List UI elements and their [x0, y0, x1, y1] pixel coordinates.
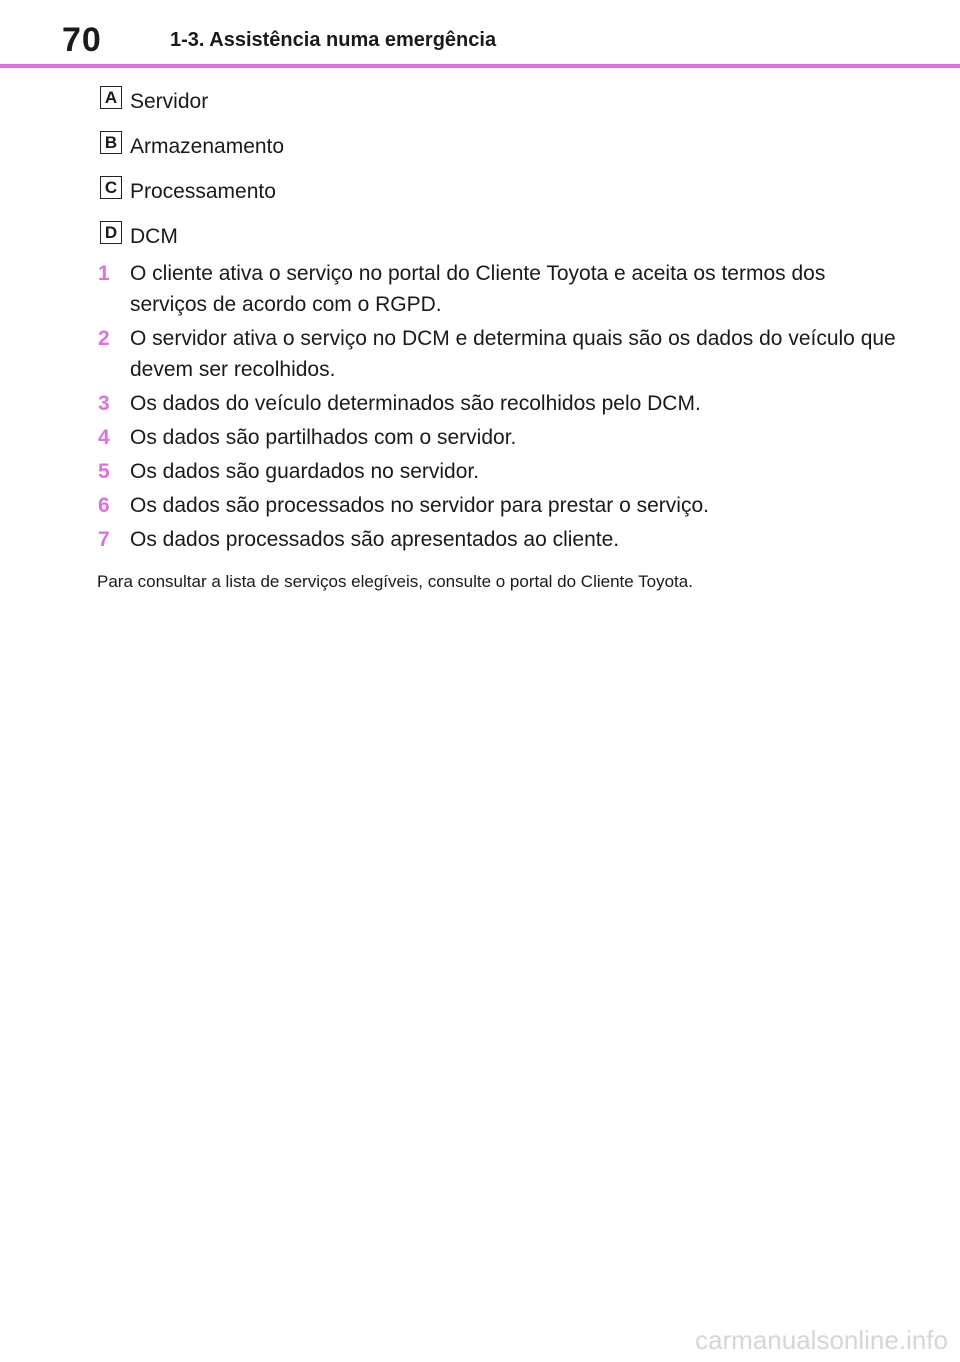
legend-label: Armazenamento: [130, 135, 285, 158]
legend-label: Processamento: [130, 180, 276, 203]
step-text: O servidor ativa o serviço no DCM e determina quais são os dados do veículo que devem ser recolhidos.: [130, 327, 896, 381]
step-text: Os dados são partilhados com o servidor.: [130, 426, 517, 449]
legend-label: Servidor: [130, 90, 209, 113]
legend-badge: B: [100, 131, 122, 154]
diagram-legend: [98, 86, 898, 266]
process-steps: [98, 258, 898, 555]
step-text: O cliente ativa o serviço no portal do Cliente Toyota e aceita os termos dos serviços de acordo com o RGPD.: [130, 262, 826, 316]
legend-badge: D: [100, 221, 122, 244]
step-number: 6: [98, 494, 110, 517]
legend-item: [98, 131, 898, 176]
step-item: [98, 524, 898, 555]
legend-badge: C: [100, 176, 122, 199]
step-text: Os dados processados são apresentados ao cliente.: [130, 528, 620, 551]
watermark: carmanualsonline.info: [695, 1325, 948, 1355]
step-text: Os dados são guardados no servidor.: [130, 460, 480, 483]
legend-item: [98, 86, 898, 131]
step-number: 3: [98, 392, 110, 415]
step-number: 2: [98, 327, 110, 350]
step-item: [98, 323, 898, 385]
step-number: 4: [98, 426, 110, 449]
step-item: [98, 422, 898, 453]
legend-item: [98, 176, 898, 221]
step-number: 1: [98, 262, 110, 285]
step-text: Os dados são processados no servidor para prestar o serviço.: [130, 494, 709, 517]
step-item: [98, 258, 898, 320]
step-text: Os dados do veículo determinados são recolhidos pelo DCM.: [130, 392, 701, 415]
services-note: Para consultar a lista de serviços elegíveis, consulte o portal do Cliente Toyota.: [97, 572, 693, 591]
legend-label: DCM: [130, 225, 178, 248]
page-header: [0, 0, 960, 66]
legend-badge: A: [100, 86, 122, 109]
header-divider: [0, 64, 960, 68]
step-item: [98, 490, 898, 521]
step-item: [98, 388, 898, 419]
step-number: 7: [98, 528, 110, 551]
step-item: [98, 456, 898, 487]
step-number: 5: [98, 460, 110, 483]
section-title: 1-3. Assistência numa emergência: [170, 29, 497, 51]
page-number: 70: [62, 21, 102, 59]
